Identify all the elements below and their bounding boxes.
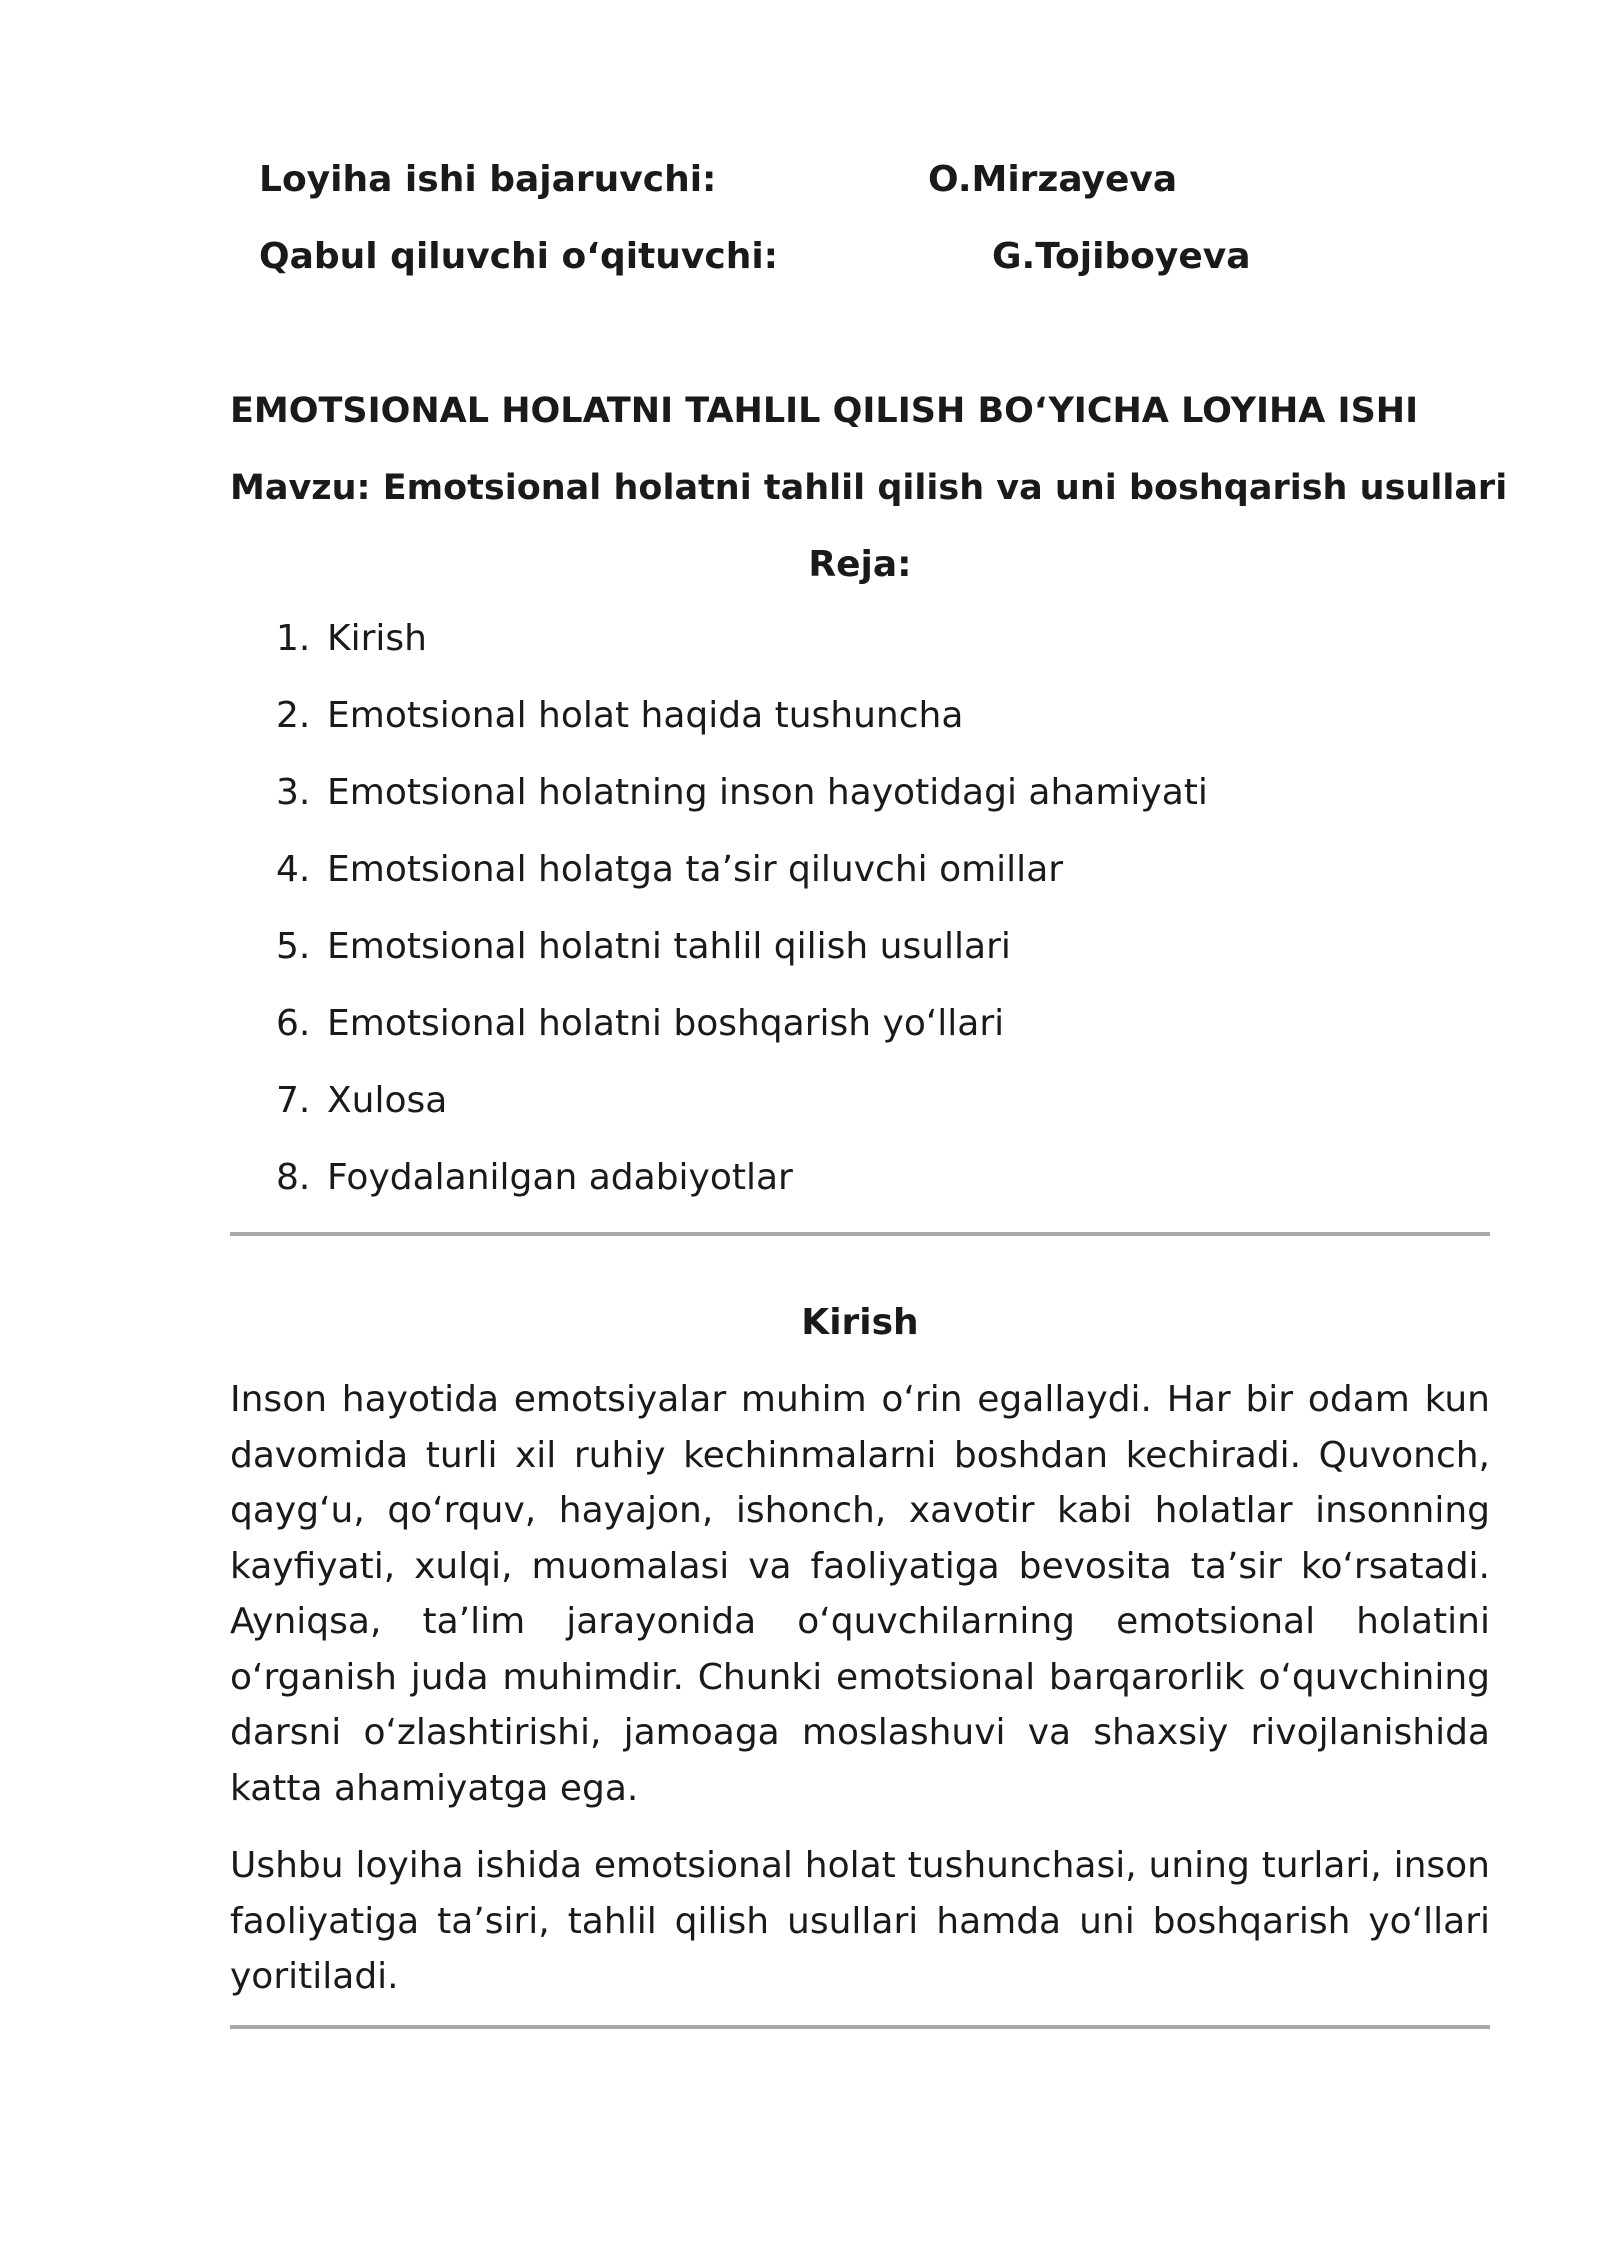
performer-label: Loyiha ishi bajaruvchi: xyxy=(259,159,717,200)
plan-item-text: Foydalanilgan adabiyotlar xyxy=(327,1157,793,1198)
introduction-paragraph-1: Inson hayotida emotsiyalar muhim o‘rin egallaydi. Har bir odam kun davomida turli xil ruhiy kechinmalarni boshdan kechiradi. Quvonch, qayg‘u, qo‘rquv, hayajon, ishonch, xavotir kabi holatlar insonning kayfiyati, xulqi, muomalasi va faoliyatiga bevosita ta’sir ko‘rsatadi. Ayniqsa, ta’lim jarayonida o‘quvchilarning emotsional holatini o‘rganish juda muhimdir. Chunki emotsional barqarorlik o‘quvchining darsni o‘zlashtirishi, jamoaga moslashuvi va shaxsiy rivojlanishida katta ahamiyatga ega. xyxy=(230,1379,1490,1809)
plan-item-number: 5. xyxy=(276,926,311,967)
introduction-paragraph-2: Ushbu loyiha ishida emotsional holat tushunchasi, uning turlari, inson faoliyatiga ta’siri, tahlil qilish usullari hamda uni boshqarish yo‘llari yoritiladi. xyxy=(230,1845,1490,1997)
plan-item-number: 6. xyxy=(276,1003,311,1044)
plan-item-text: Xulosa xyxy=(327,1080,448,1121)
plan-item-number: 8. xyxy=(276,1157,311,1198)
plan-item-text: Emotsional holatni boshqarish yo‘llari xyxy=(327,1003,1005,1044)
plan-item-text: Emotsional holatni tahlil qilish usullari xyxy=(327,926,1011,967)
plan-item-number: 4. xyxy=(276,849,311,890)
plan-item-text: Emotsional holatga ta’sir qiluvchi omillar xyxy=(327,849,1064,890)
performer-name: O.Mirzayeva xyxy=(928,159,1178,200)
plan-item-number: 1. xyxy=(276,618,311,659)
section-divider xyxy=(230,1232,1490,1236)
introduction-heading: Kirish xyxy=(801,1302,919,1343)
plan-item-number: 3. xyxy=(276,772,311,813)
plan-item-text: Emotsional holat haqida tushuncha xyxy=(327,695,964,736)
document-topic: Mavzu: Emotsional holatni tahlil qilish va uni boshqarish usullari xyxy=(230,468,1508,508)
document-title: EMOTSIONAL HOLATNI TAHLIL QILISH BO‘YICHA LOYIHA ISHI xyxy=(230,391,1419,431)
plan-item-text: Kirish xyxy=(327,618,427,659)
receiver-name: G.Tojiboyeva xyxy=(992,236,1251,277)
plan-item-text: Emotsional holatning inson hayotidagi ahamiyati xyxy=(327,772,1208,813)
section-divider xyxy=(230,2025,1490,2029)
plan-heading: Reja: xyxy=(808,544,912,585)
plan-item-number: 2. xyxy=(276,695,311,736)
receiver-label: Qabul qiluvchi o‘qituvchi: xyxy=(259,236,779,277)
plan-item-number: 7. xyxy=(276,1080,311,1121)
